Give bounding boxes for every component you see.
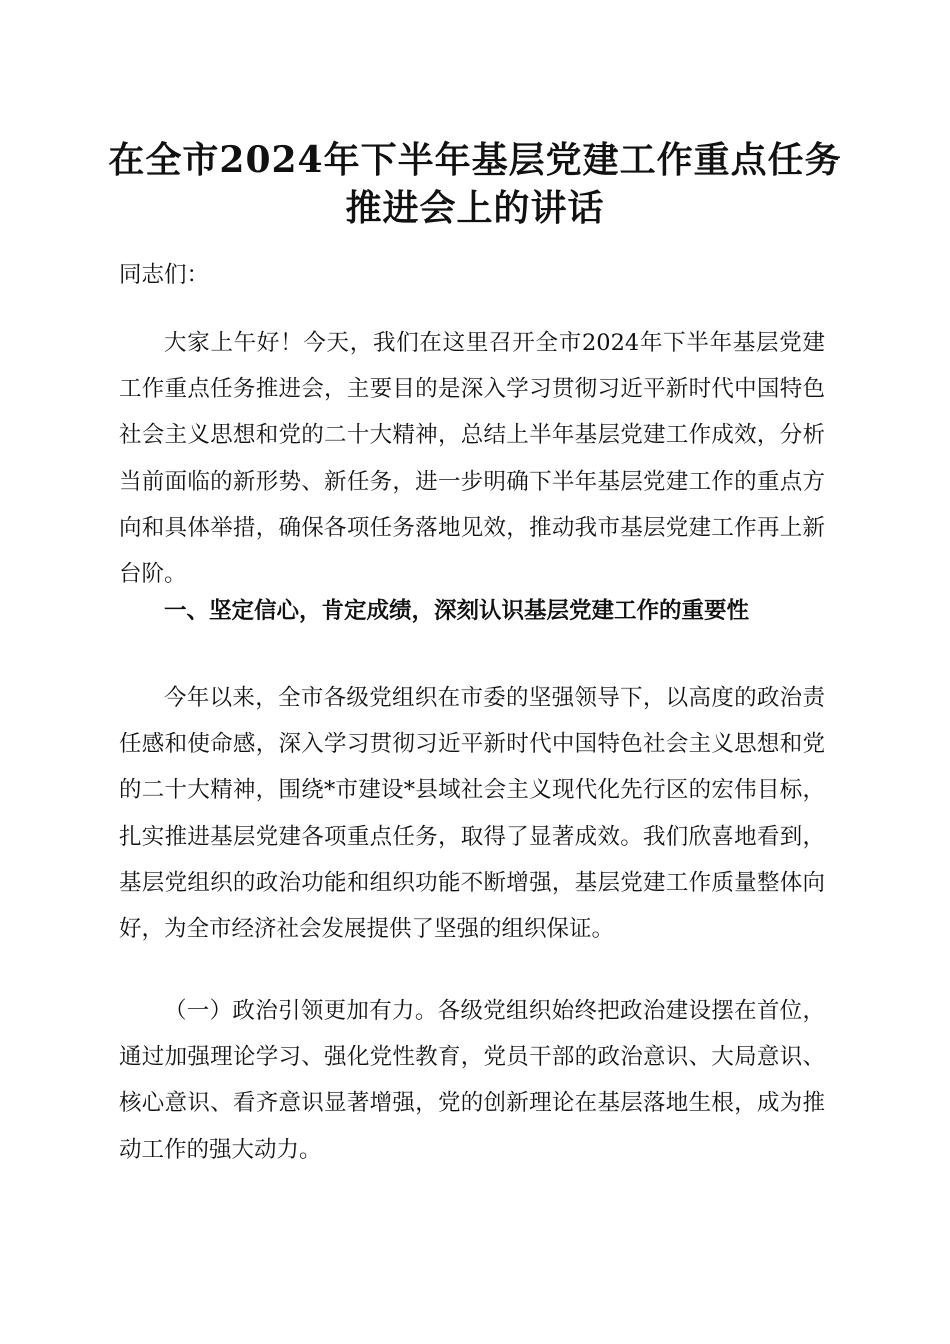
document-title-line-1: 在全市2024年下半年基层党建工作重点任务	[108, 139, 842, 181]
intro-paragraph: 大家上午好！今天，我们在这里召开全市2024年下半年基层党建工作重点任务推进会，主要目的是深入学习贯彻习近平新时代中国特色社会主义思想和党的二十大精神，总结上半年基层党建工作成效，分析当前面临的新形势、新任务，进一步明确下半年基层党建工作的重点方向和具体举措，确保各项任务落地见效，推动我市基层党建工作再上新台阶。	[119, 330, 825, 588]
subsection-1-paragraph	[119, 988, 825, 1173]
section-1-paragraph: 今年以来，全市各级党组织在市委的坚强领导下，以高度的政治责任感和使命感，深入学习贯彻习近平新时代中国特色社会主义思想和党的二十大精神，围绕*市建设*县域社会主义现代化先行区的宏伟目标，扎实推进基层党建各项重点任务，取得了显著成效。我们欣喜地看到，基层党组织的政治功能和组织功能不断增强，基层党建工作质量整体向好，为全市经济社会发展提供了坚强的组织保证。	[119, 685, 825, 943]
document-title-line-2: 推进会上的讲话	[345, 187, 605, 229]
subsection-1-body: 各级党组织始终把政治建设摆在首位，通过加强理论学习、强化党性教育，党员干部的政治意识、大局意识、核心意识、看齐意识显著增强，党的创新理论在基层落地生根，成为推动工作的强大动力。	[119, 998, 825, 1163]
subsection-1-heading: （一）政治引领更加有力。	[164, 998, 438, 1024]
section-1-heading: 一、坚定信心，肯定成绩，深刻认识基层党建工作的重要性	[164, 598, 750, 624]
salutation: 同志们：	[119, 262, 210, 288]
